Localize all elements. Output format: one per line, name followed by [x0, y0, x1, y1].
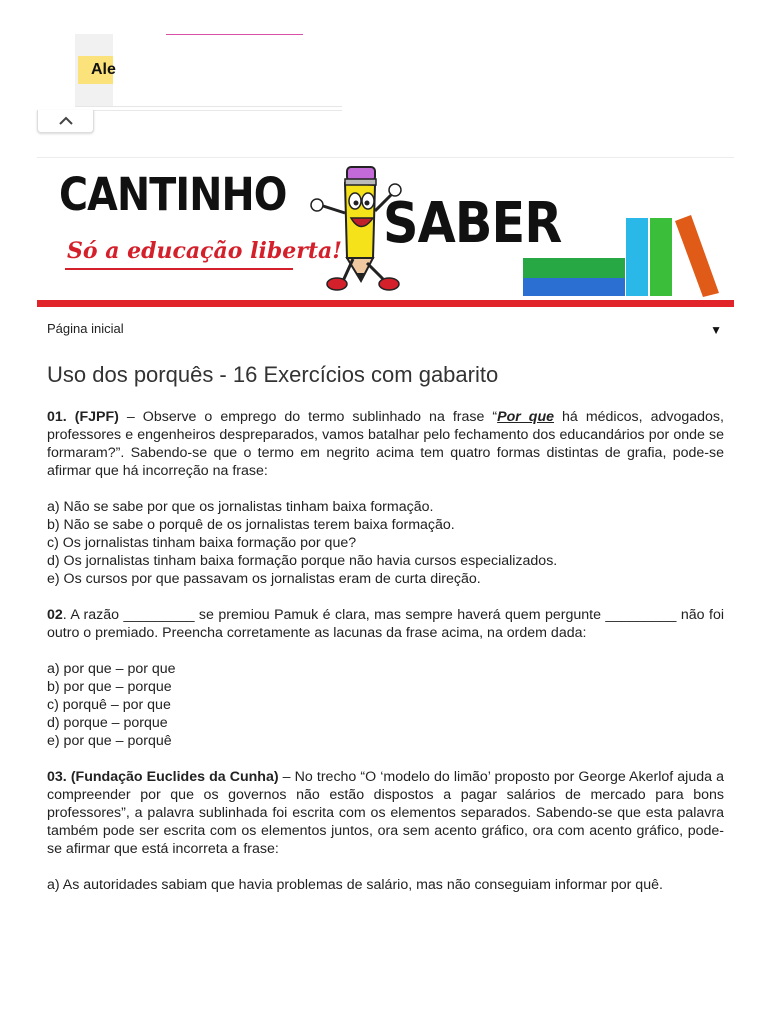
question-1-number: 01.: [47, 409, 67, 425]
question-2-option: d) porque – porque: [47, 715, 168, 731]
question-1-option: c) Os jornalistas tinham baixa formação por que?: [47, 535, 357, 551]
question-2-number: 02: [47, 607, 63, 623]
ad-accent-line: [166, 34, 303, 35]
question-2-text: [47, 606, 724, 642]
question-2-body: . A razão _________ se premiou Pamuk é clara, mas sempre haverá quem pergunte _________ não foi outro o premiado. Preencha corretamente as lacunas da frase acima, na ordem dada:: [47, 607, 724, 641]
ad-label[interactable]: Ale: [78, 56, 113, 84]
question-1-option: d) Os jornalistas tinham baixa formação porque não havia cursos especializados.: [47, 553, 558, 569]
logo-text-saber: SABER: [383, 191, 562, 256]
header-divider: [37, 157, 734, 158]
question-1-option: e) Os cursos por que passavam os jornalistas eram de curta direção.: [47, 571, 481, 587]
question-3-source: (Fundação Euclides da Cunha): [70, 769, 279, 785]
books-icon: [523, 213, 723, 298]
question-1-text-end: há médicos, advogados, professores e engenheiros despreparados, vamos batalhar pelo fechamento dos educandários por onde se formaram?”. Sabendo-se que o termo em negrito acima tem quatro formas distintas de grafia, pode-se afirmar que há incorreção na frase:: [47, 409, 724, 479]
site-header-banner[interactable]: [37, 163, 734, 308]
tagline-underline: [65, 268, 293, 270]
question-1-source: (FJPF): [74, 409, 119, 425]
question-1-option: a) Não se sabe por que os jornalistas tinham baixa formação.: [47, 499, 434, 515]
nav-home-link[interactable]: Página inicial: [47, 321, 124, 336]
ad-banner[interactable]: [75, 34, 342, 107]
ad-divider: [92, 110, 342, 111]
question-2-option: b) por que – porque: [47, 679, 172, 695]
main-nav[interactable]: [47, 321, 724, 341]
question-3-text: [47, 768, 724, 858]
dropdown-arrow-icon[interactable]: ▼: [710, 323, 722, 337]
ad-collapse-button[interactable]: [37, 110, 94, 133]
chevron-up-icon: [58, 116, 74, 126]
question-3-body: – No trecho “O ‘modelo do limão’ proposto por George Akerlof ajuda a compreender por que os governos não estão dispostos a pagar salários de mercado para bons professores”, a palavra sublinhada foi escrita com os elementos separados. Sabendo-se que esta palavra também pode ser escrita com os elementos juntos, ora sem acento gráfico, ora com acento gráfico, pode-se afirmar que está incorreta a frase:: [47, 769, 724, 857]
question-2-option: a) por que – por que: [47, 661, 176, 677]
post-title: Uso dos porquês - 16 Exercícios com gabarito: [47, 362, 499, 387]
header-red-bar: [37, 300, 734, 307]
question-1-text-start: – Observe o emprego do termo sublinhado na frase “: [118, 409, 498, 425]
question-2-option: e) por que – porquê: [47, 733, 172, 749]
question-2-option: c) porquê – por que: [47, 697, 171, 713]
question-1-highlight: Por que: [497, 409, 555, 425]
question-3-number: 03.: [47, 769, 67, 785]
logo-text-cantinho: CANTINHO: [59, 168, 287, 221]
question-3-option: a) As autoridades sabiam que havia problemas de salário, mas não conseguiam informar por quê.: [47, 877, 663, 893]
post-body: [47, 408, 724, 894]
logo-tagline: Só a educação liberta!: [67, 238, 342, 264]
question-1-option: b) Não se sabe o porquê de os jornalistas terem baixa formação.: [47, 517, 455, 533]
question-1-text: [47, 408, 724, 480]
